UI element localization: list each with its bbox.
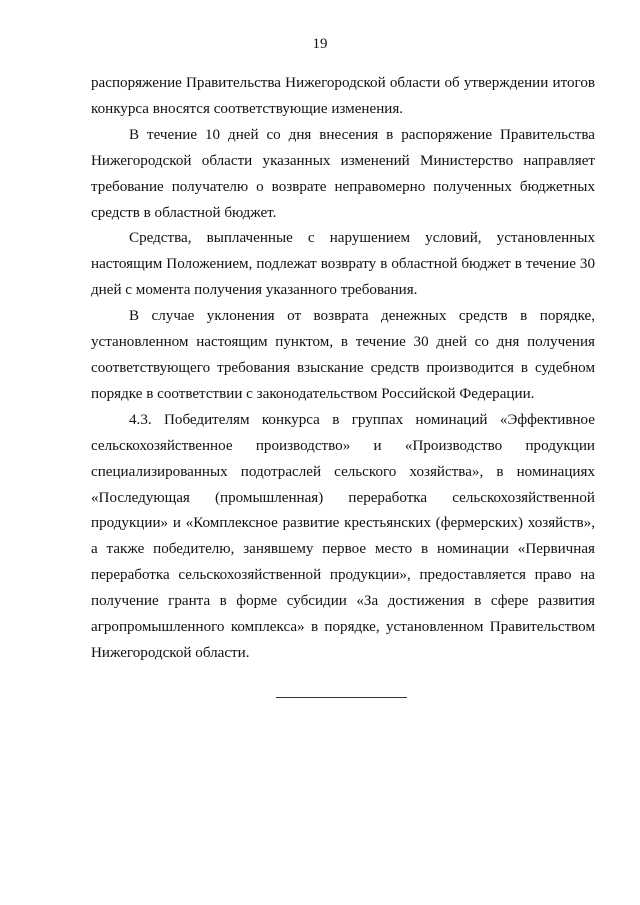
- page-number: 19: [312, 36, 328, 52]
- end-separator-line: [276, 697, 407, 698]
- paragraph: В течение 10 дней со дня внесения в распоряжение Правительства Нижегородской области указанных изменений Министерство направляет требование получателю о возврате неправомерно полученных бюджетных средств в областной бюджет.: [91, 126, 595, 221]
- body-text: [91, 71, 595, 667]
- paragraph: 4.3. Победителям конкурса в группах номинаций «Эффективное сельскохозяйственное производство» и «Производство продукции специализированных подотраслей сельского хозяйства», в номинациях «Последующая (промышленная) переработка сельскохозяйственной продукции» и «Комплексное развитие крестьянских (фермерских) хозяйств», а также победителю, занявшему первое место в номинации «Первичная переработка сельскохозяйственной продукции», предоставляется право на получение гранта в форме субсидии «За достижения в сфере развития агропромышленного комплекса» в порядке, установленном Правительством Нижегородской области.: [91, 411, 595, 661]
- paragraph: В случае уклонения от возврата денежных средств в порядке, установленном настоящим пунктом, в течение 30 дней со дня получения соответствующего требования взыскание средств производится в судебном порядке в соответствии с законодательством Российской Федерации.: [91, 308, 595, 402]
- paragraph: Средства, выплаченные с нарушением условий, установленных настоящим Положением, подлежат возврату в областной бюджет в течение 30 дней с момента получения указанного требования.: [91, 230, 595, 299]
- paragraph: распоряжение Правительства Нижегородской области об утверждении итогов конкурса вносятся соответствующие изменения.: [91, 75, 595, 117]
